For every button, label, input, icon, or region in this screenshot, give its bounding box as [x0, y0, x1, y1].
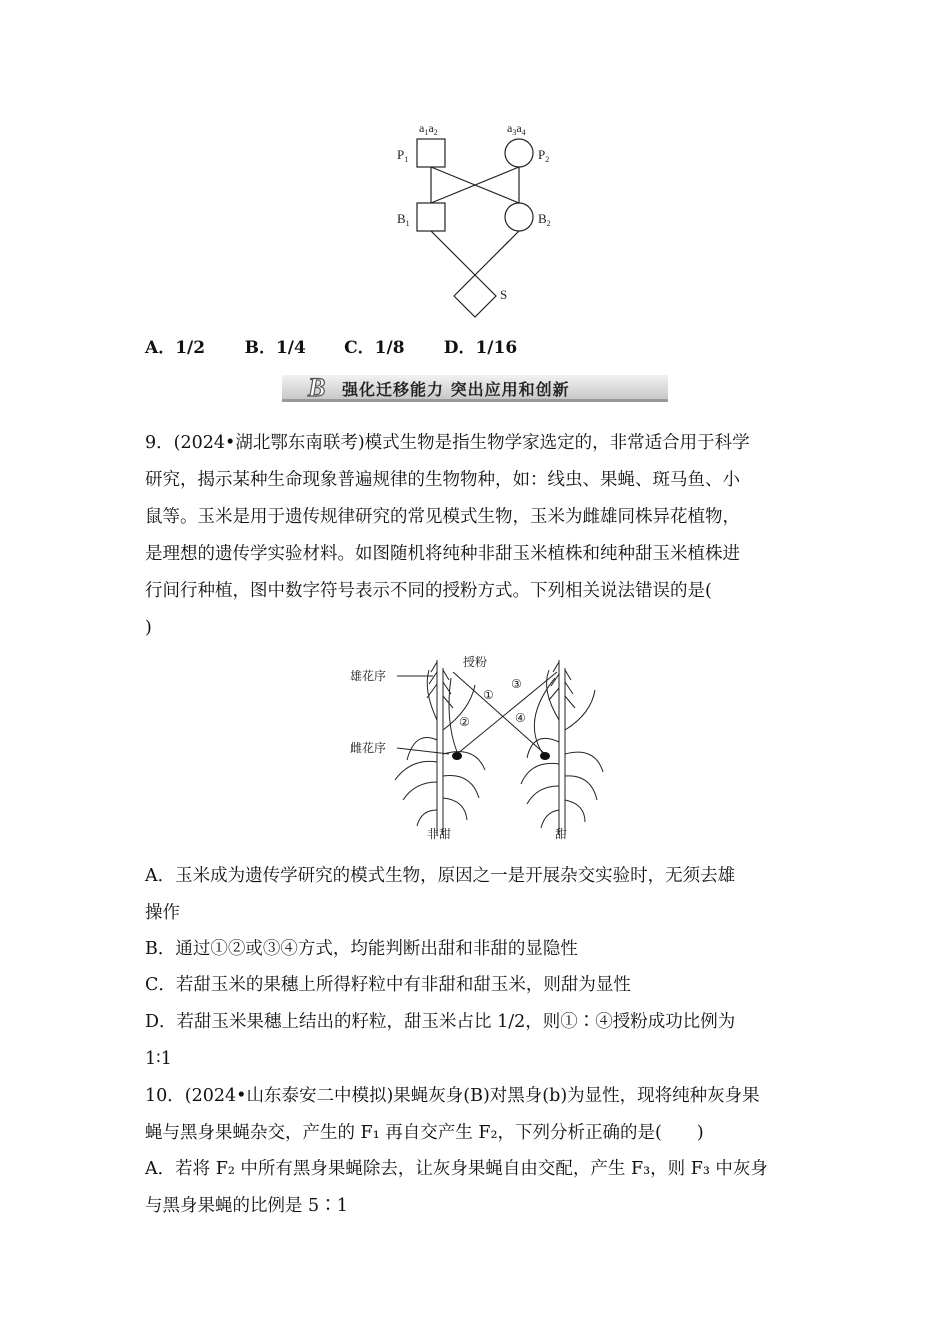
b2-to-s-line — [475, 231, 519, 275]
q8-option-a: A．1/2 — [145, 338, 206, 358]
s-label: S — [500, 287, 508, 302]
pollination-mark-4: ④ — [515, 711, 526, 725]
male-inflorescence-label: 雄花序 — [350, 669, 387, 683]
p2-female-circle — [505, 139, 533, 167]
s-diamond — [454, 275, 496, 317]
banner-letter-icon — [304, 373, 338, 401]
pollination-arrows — [449, 672, 557, 754]
right-corn-plant — [521, 660, 603, 835]
q9-line-5: 行间行种植，图中数字符号表示不同的授粉方式。下列相关说法错误的是( — [145, 581, 712, 601]
q8-options — [145, 337, 517, 359]
q9-option-b: B．通过①②或③④方式，均能判断出甜和非甜的显隐性 — [145, 939, 578, 959]
left-plant-label: 非甜 — [427, 827, 452, 841]
svg-text:B: B — [308, 373, 326, 401]
q8-option-b: B．1/4 — [244, 338, 306, 358]
right-female-ear — [540, 752, 550, 760]
p2-label: $P_2$ — [538, 147, 550, 164]
b1-label: $B_1$ — [397, 211, 410, 228]
b1-male-square — [417, 203, 445, 231]
pollination-label: 授粉 — [463, 655, 488, 669]
q9-option-d-line-2: 1∶1 — [145, 1049, 172, 1069]
b1-to-s-line — [431, 231, 475, 275]
pollination-mark-1: ① — [483, 688, 494, 702]
pedigree-diagram — [390, 112, 560, 322]
q9-line-6: ) — [145, 618, 152, 638]
section-banner — [282, 373, 668, 403]
left-female-ear — [452, 752, 462, 760]
q9-line-4: 是理想的遗传学实验材料。如图随机将纯种非甜玉米植株和纯种甜玉米植株进 — [145, 544, 740, 564]
q9-option-d-line-1: D．若甜玉米果穗上结出的籽粒，甜玉米占比 1/2，则①∶④授粉成功比例为 — [145, 1012, 736, 1032]
right-plant-label: 甜 — [555, 827, 568, 841]
q9-option-a-line-2: 操作 — [145, 903, 180, 923]
p2-genotype: $a_3a_4$ — [507, 121, 526, 137]
q9-line-1: 9．(2024•湖北鄂东南联考)模式生物是指生物学家选定的，非常适合用于科学 — [145, 433, 750, 453]
q9-line-3: 鼠等。玉米是用于遗传规律研究的常见模式生物，玉米为雌雄同株异花植物， — [145, 507, 740, 527]
banner-title: 强化迁移能力 突出应用和创新 — [342, 380, 570, 399]
q9-option-a-line-1: A．玉米成为遗传学研究的模式生物，原因之一是开展杂交实验时，无须去雄 — [145, 866, 736, 886]
female-inflorescence-label: 雌花序 — [350, 741, 387, 755]
q10-option-a-line-2: 与黑身果蝇的比例是 5∶1 — [145, 1196, 348, 1216]
q8-option-c: C．1/8 — [344, 338, 405, 358]
b2-female-circle — [505, 203, 533, 231]
q10-line-1: 10．(2024•山东泰安二中模拟)果蝇灰身(B)对黑身(b)为显性，现将纯种灰身果 — [145, 1086, 760, 1106]
corn-pollination-figure — [345, 650, 615, 842]
p1-male-square — [417, 139, 445, 167]
q9-line-2: 研究，揭示某种生命现象普遍规律的生物物种，如：线虫、果蝇、斑马鱼、小 — [145, 470, 740, 490]
pollination-mark-3: ③ — [511, 677, 522, 691]
left-corn-plant — [395, 660, 485, 835]
q10-line-2: 蝇与黑身果蝇杂交，产生的 F₁ 再自交产生 F₂，下列分析正确的是( ) — [145, 1123, 704, 1143]
p1-label: $P_1$ — [397, 147, 409, 164]
q8-option-d: D．1/16 — [443, 338, 518, 358]
p1-genotype: $a_1a_2$ — [419, 121, 438, 137]
b2-label: $B_2$ — [538, 211, 551, 228]
q9-option-c: C．若甜玉米的果穗上所得籽粒中有非甜和甜玉米，则甜为显性 — [145, 975, 631, 995]
q10-option-a-line-1: A．若将 F₂ 中所有黑身果蝇除去，让灰身果蝇自由交配，产生 F₃，则 F₃ 中灰身 — [145, 1159, 768, 1179]
pollination-mark-2: ② — [459, 715, 470, 729]
